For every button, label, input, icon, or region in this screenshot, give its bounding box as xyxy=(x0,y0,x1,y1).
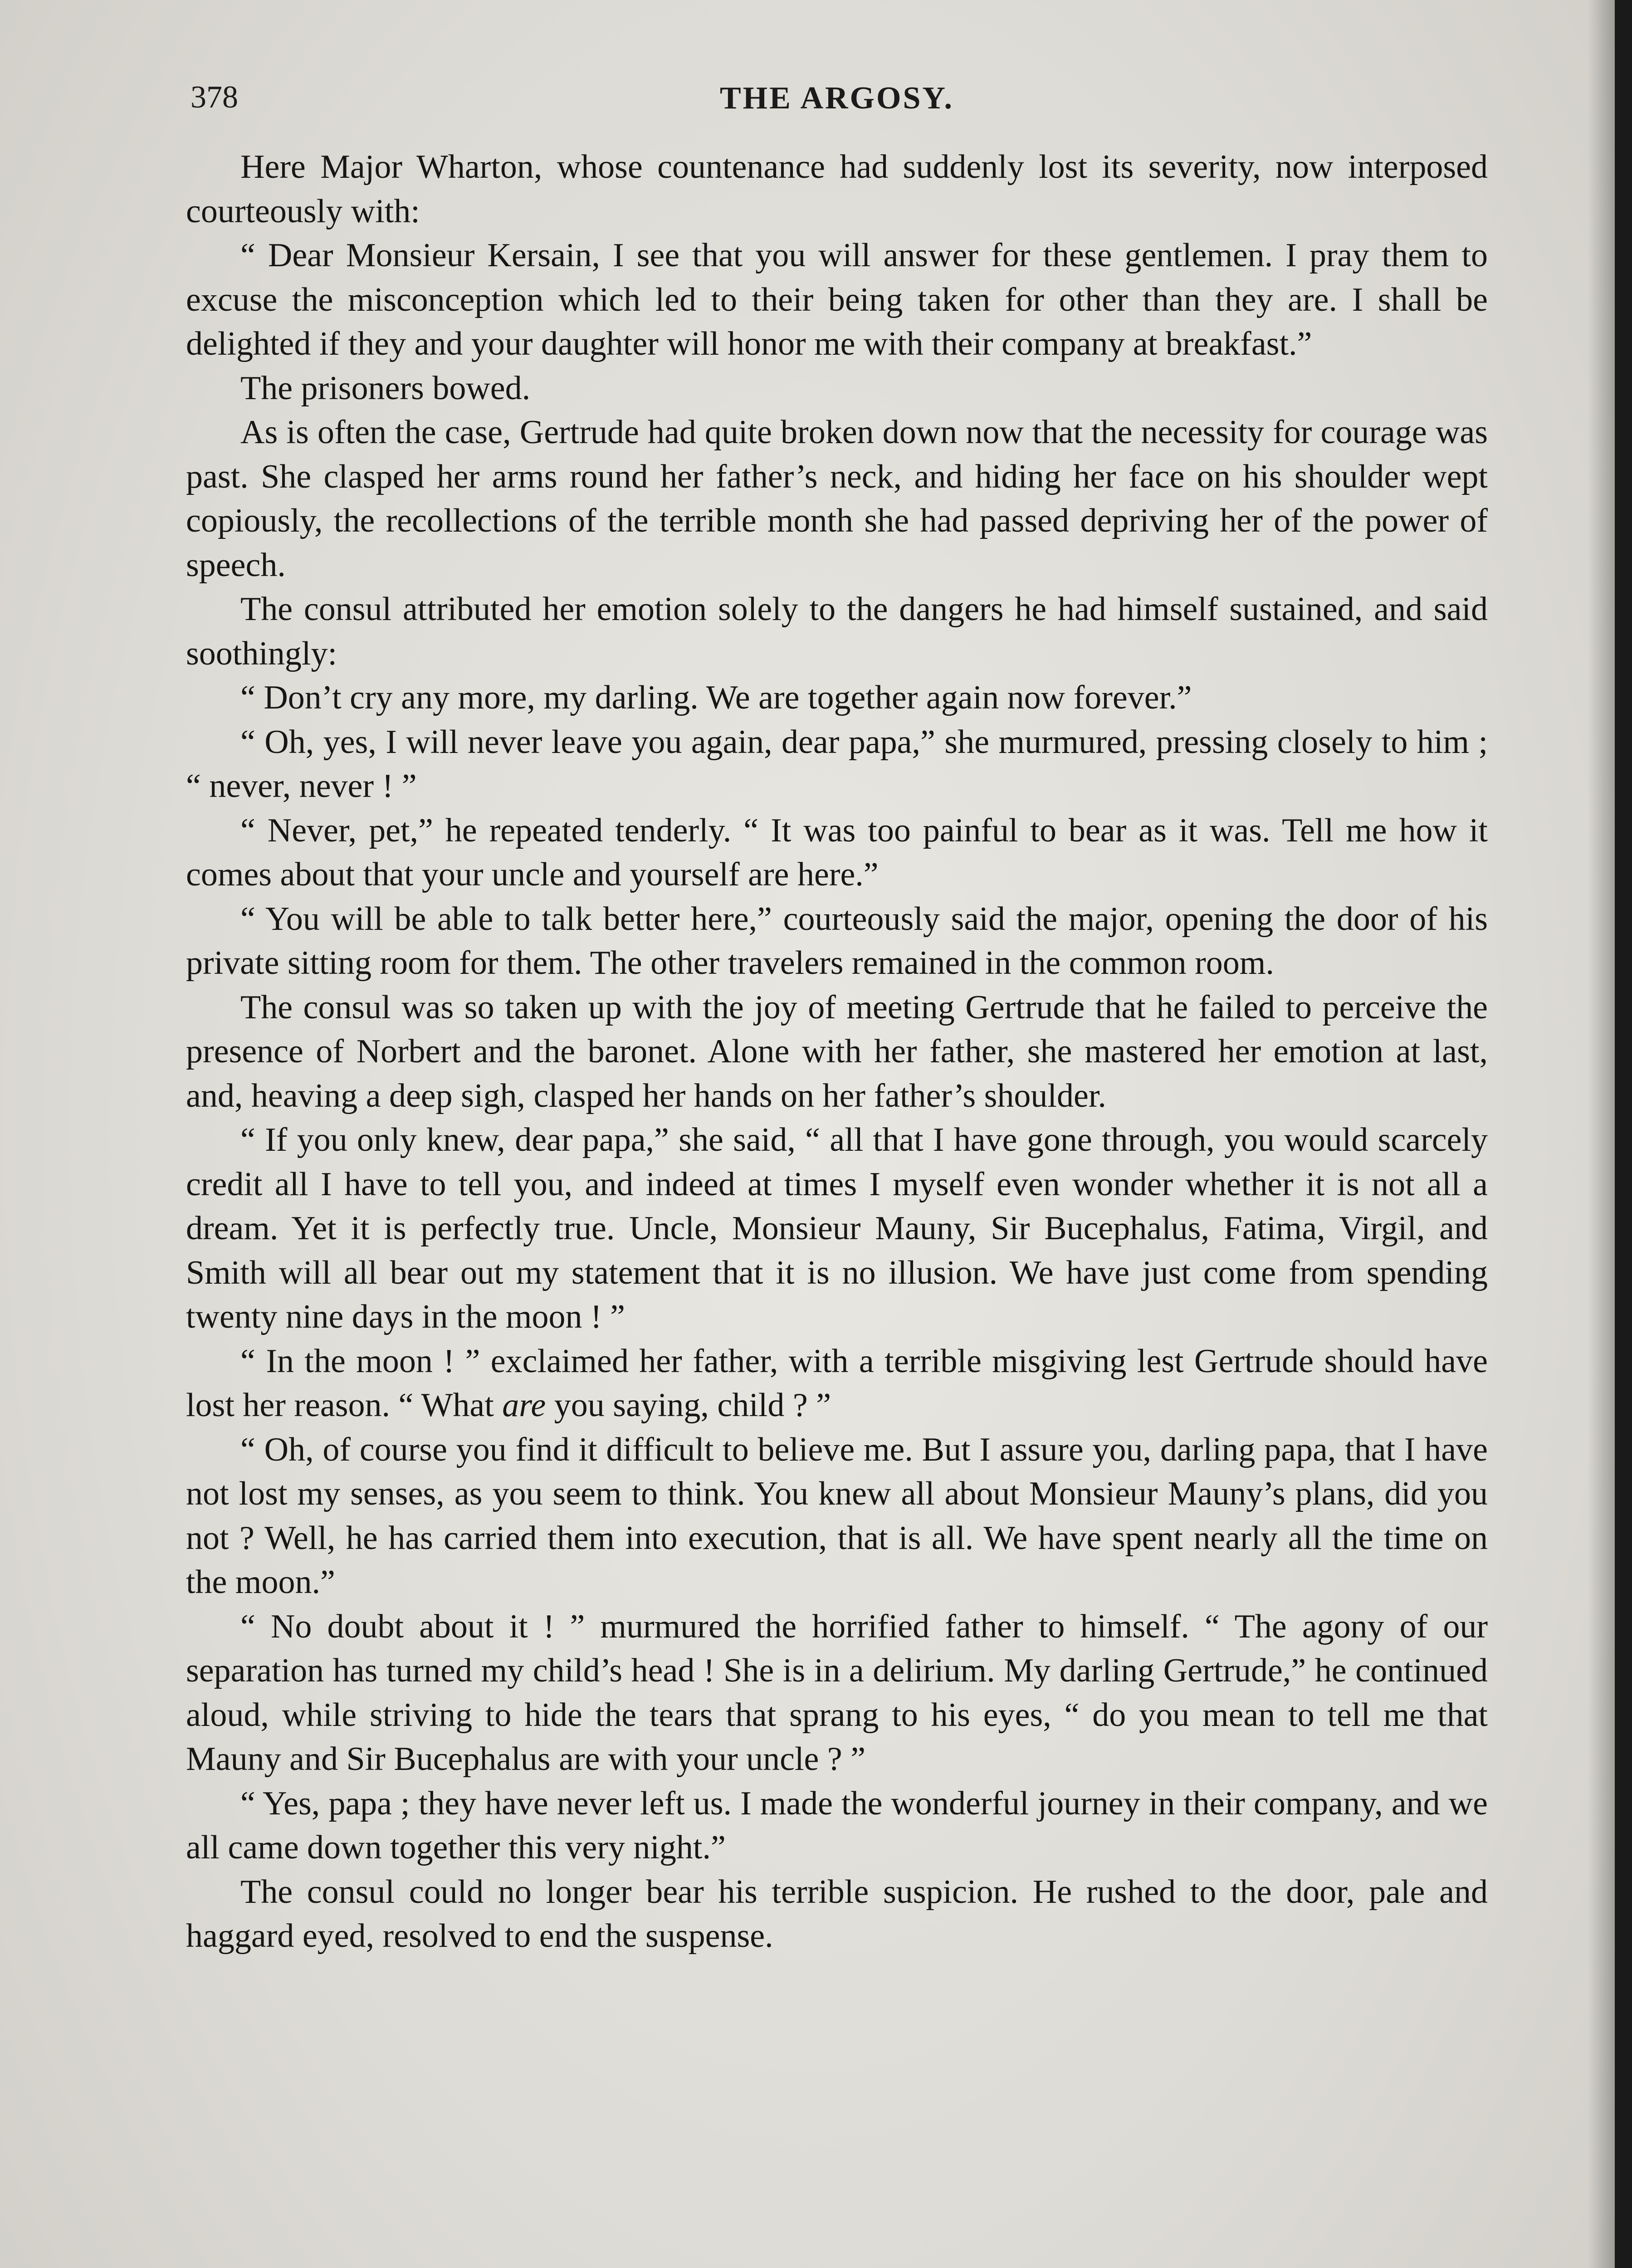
paragraph: The consul could no longer bear his terrible suspicion. He rushed to the door, pale and haggard eyed, resolved to end the suspense. xyxy=(186,1873,1488,1955)
paragraph: “ No doubt about it ! ” murmured the horrified father to himself. “ The agony of our separation has turned my child’s head ! She is in a delirium. My darling Gertrude,” he continued aloud, while striving to hide the tears that sprang to his eyes, “ do you mean to tell me that Mauny and Sir Bucephalus are with your uncle ? ” xyxy=(186,1608,1488,1778)
paragraph: “ Dear Monsieur Kersain, I see that you will answer for these gentlemen. I pray them to excuse the misconception which led to their being taken for other than they are. I shall be delighted if they and your daughter will honor me with their company at breakfast.” xyxy=(186,237,1488,362)
paragraph: The consul attributed her emotion solely to the dangers he had himself sustained, and said soothingly: xyxy=(186,591,1488,672)
paragraph: “ Don’t cry any more, my darling. We are together again now forever.” xyxy=(240,679,1192,716)
running-head-title: THE ARGOSY. xyxy=(719,81,954,116)
paragraph: “ Oh, of course you find it difficult to believe me. But I assure you, darling papa, that I have not lost my senses, as you seem to think. You knew all about Monsieur Mauny’s plans, did you not ? Well, he has carried them into execution, that is all. We have spent nearly all the time on the moon.” xyxy=(186,1431,1488,1601)
paragraph: “ Never, pet,” he repeated tenderly. “ It was too painful to bear as it was. Tell me how it comes about that your uncle and yourself are here.” xyxy=(186,811,1488,893)
body-text xyxy=(186,145,1488,1959)
paragraph: “ If you only knew, dear papa,” she said, “ all that I have gone through, you would scarcely credit all I have to tell you, and indeed at times I myself even wonder whether it is not all a dream. Yet it is perfectly true. Uncle, Monsieur Mauny, Sir Bucephalus, Fatima, Virgil, and Smith will all bear out my statement that it is no illusion. We have just come from spending twenty nine days in the moon ! ” xyxy=(186,1121,1488,1335)
paragraph-in-the-moon xyxy=(186,1339,1488,1428)
paragraph: “ You will be able to talk better here,” courteously said the major, opening the door of his private sitting room for them. The other travelers remained in the common room. xyxy=(186,900,1488,982)
text-segment: you saying, child ? ” xyxy=(546,1387,831,1424)
paragraph: “ Oh, yes, I will never leave you again, dear papa,” she murmured, pressing closely to him ; “ never, never ! ” xyxy=(186,723,1488,805)
italic-emphasis: are xyxy=(502,1387,546,1424)
page-number: 378 xyxy=(191,80,238,115)
paragraph: As is often the case, Gertrude had quite broken down now that the necessity for courage was past. She clasped her arms round her father’s neck, and hiding her face on his shoulder wept copiously, the recollections of the terrible month she had passed depriving her of the power of speech. xyxy=(186,414,1488,584)
text-segment: “ In the moon ! ” exclaimed her father, with a terrible misgiving lest Gertrude should have lost her reason. “ What xyxy=(186,1342,1488,1424)
paragraph: The consul was so taken up with the joy of meeting Gertrude that he failed to perceive the presence of Norbert and the baronet. Alone with her father, she mastered her emotion at last, and, heaving a deep sigh, clasped her hands on her father’s shoulder. xyxy=(186,988,1488,1114)
paragraph: Here Major Wharton, whose countenance had suddenly lost its severity, now interposed courteously with: xyxy=(186,148,1488,230)
paragraph: The prisoners bowed. xyxy=(240,369,531,407)
paragraph: “ Yes, papa ; they have never left us. I made the wonderful journey in their company, and we all came down together this very night.” xyxy=(186,1784,1488,1866)
page-header xyxy=(191,79,1483,129)
page-edge-shadow xyxy=(1588,0,1615,2268)
